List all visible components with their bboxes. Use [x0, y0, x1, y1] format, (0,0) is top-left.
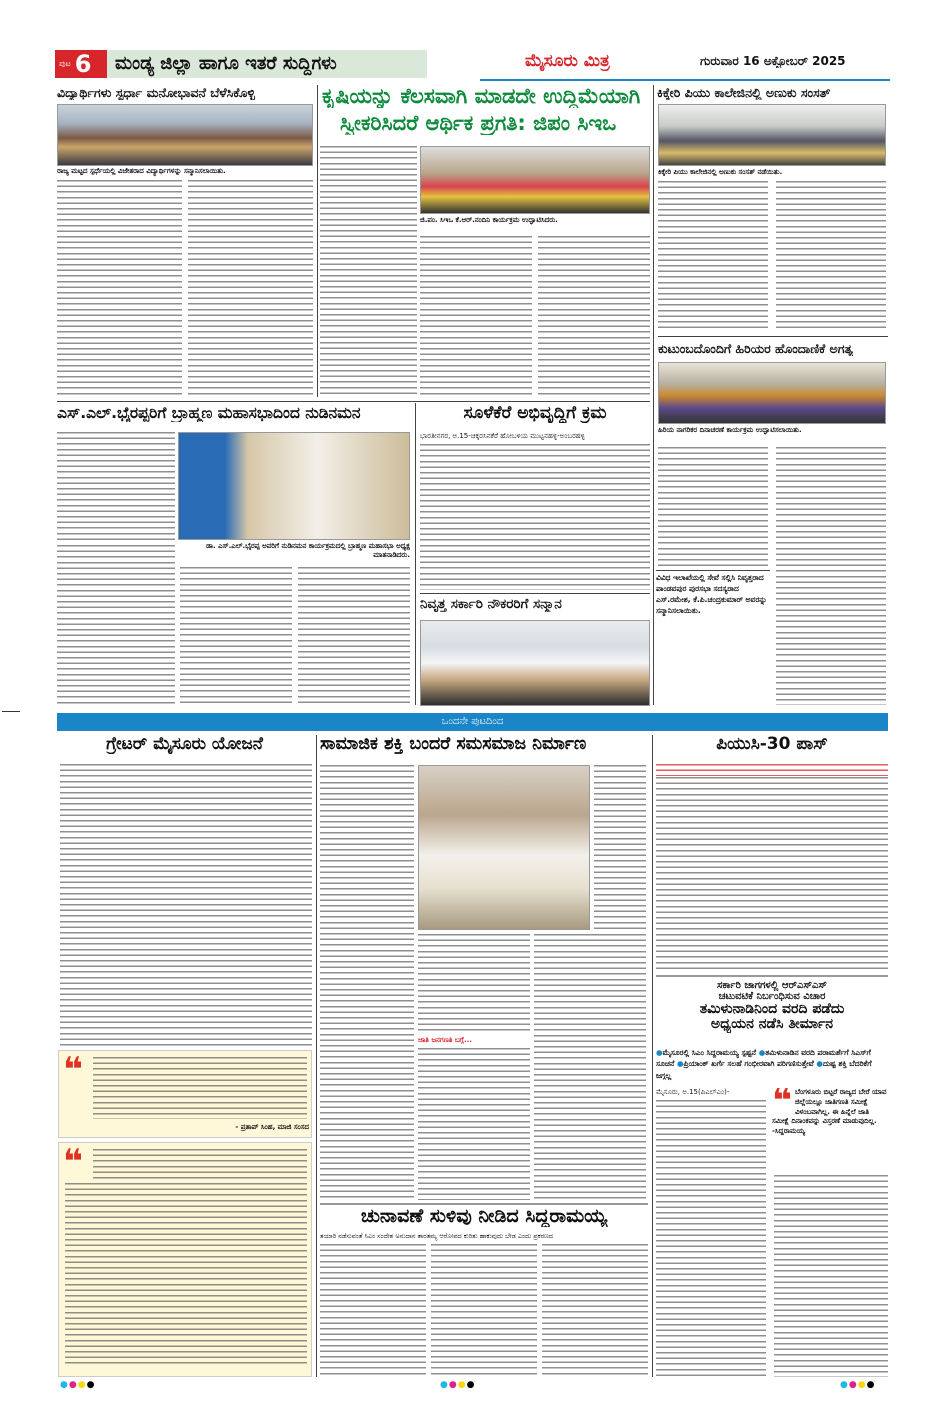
headline-students: ವಿದ್ಯಾರ್ಥಿಗಳು ಸ್ಪರ್ಧಾ ಮನೋಭಾವನೆ ಬೆಳೆಸಿಕೊಳ್ಳಿ — [57, 86, 255, 100]
article-body — [656, 777, 888, 972]
headline-agri-line1: ಕೃಷಿಯನ್ನು ಕೆಲಸವಾಗಿ ಮಾಡದೇ ಉದ್ದಿಮೆಯಾಗಿ — [322, 85, 641, 108]
headline-retired: ನಿವೃತ್ತ ಸರ್ಕಾರಿ ನೌಕರರಿಗೆ ಸನ್ಮಾನ — [420, 597, 562, 612]
article-body — [320, 1244, 426, 1377]
article-body — [542, 1244, 648, 1377]
article-body — [420, 444, 650, 590]
article-body — [658, 447, 768, 567]
article-body — [298, 567, 410, 705]
article-body — [180, 567, 292, 705]
photo-bhyrappa — [178, 432, 410, 540]
page-number-box — [55, 50, 107, 78]
rss-kicker-2: ಚಟುವಟಿಕೆ ನಿರ್ಬಂಧಿಸುವ ವಿಚಾರ — [718, 991, 826, 1002]
article-body — [656, 1100, 766, 1377]
column-divider — [316, 735, 317, 1377]
rss-headline-2: ಅಧ್ಯಯನ ನಡೆಸಿ ತೀರ್ಮಾನ — [710, 1017, 834, 1033]
header-rule — [480, 79, 890, 81]
article-body — [57, 180, 182, 398]
article-body — [776, 447, 886, 705]
subhead-caste-census: ಜಾತಿ ಜನಗಣತಿ ಬಗ್ಗೆ... — [418, 1036, 472, 1044]
caption-bhyrappa: ಡಾ. ಎಸ್.ಎಲ್.ಭೈರಪ್ಪ ಅವರಿಗೆ ನುಡಿನಮನ ಕಾರ್ಯಕ್ರಮದಲ್ಲಿ ಬ್ರಾಹ್ಮಣ ಮಹಾಸಭಾ ಅಧ್ಯಕ್ಷ ಮಾತನಾಡಿದರು. — [206, 542, 410, 559]
column-divider — [653, 85, 654, 705]
photo-cm-event — [418, 765, 590, 930]
bullet-item: ●ಮೈಸೂರಲ್ಲಿ ಸಿಎಂ ಸಿದ್ದರಾಮಯ್ಯ ಸ್ಪಷ್ಟನೆ — [656, 1048, 757, 1057]
article-body — [431, 1244, 537, 1377]
rss-quote — [772, 1088, 888, 1170]
column-divider — [652, 735, 653, 1377]
issue-date: ಗುರುವಾರ 16 ಅಕ್ಟೋಬರ್ 2025 — [700, 55, 846, 68]
caption-students: ರಾಜ್ಯ ಮಟ್ಟದ ಸ್ಪರ್ಧೆಯಲ್ಲಿ ವಿಜೇತರಾದ ವಿದ್ಯಾರ್ಥಿಗಳನ್ನು ಸನ್ಮಾನಿಸಲಾಯಿತು. — [57, 167, 226, 175]
bullet-item: ●ಪ್ರಿಯಾಂಕ್ ಖರ್ಗೆ ಸಲಹೆ ಗಂಭೀರವಾಗಿ ಪರಿಗಣಿಸುತ್ತೇವೆ — [677, 1059, 814, 1069]
bullet-item: ●ದುಷ್ಟ ಶಕ್ತಿ ಬೆದರಿಕೆಗೆ ಜಗ್ಗಲ್ಲ — [656, 1059, 872, 1080]
article-body — [188, 180, 313, 398]
article-body — [594, 765, 646, 930]
photo-students — [57, 104, 313, 166]
photo-agri — [420, 146, 650, 214]
article-body — [658, 181, 768, 331]
divider — [658, 336, 888, 337]
article-body — [320, 765, 414, 1200]
page-number: 6 — [74, 50, 92, 78]
quote-box-2 — [58, 1142, 312, 1377]
article-body — [534, 934, 646, 1200]
headline-agri-line2: ಸ್ವೀಕರಿಸಿದರೆ ಆರ್ಥಿಕ ಪ್ರಗತಿ: ಜಿಪಂ ಸಿಇಒ — [340, 112, 617, 135]
elders-excerpt: ವಿವಿಧ ಇಲಾಖೆಯಲ್ಲಿ ಸೇವೆ ಸಲ್ಲಿಸಿ ನಿವೃತ್ತರಾದ ಪಾಂಡವಪುರ ಪುರಸಭಾ ಸದಸ್ಯರಾದ ಎಸ್.ರಮೇಶ, ಕೆ.ಪಿ.ಚಂದ್ರಕುಮಾರ್ ಅವರನ್ನು ಸನ್ಮಾನಿಸಲಾಯಿತು. — [656, 573, 767, 615]
margin-mark — [2, 711, 20, 712]
headline-social-power: ಸಾಮಾಜಿಕ ಶಕ್ತಿ ಬಂದರೆ ಸಮಸಮಾಜ ನಿರ್ಮಾಣ — [320, 735, 587, 754]
quote-icon: ❝ — [63, 1142, 83, 1182]
article-body — [60, 764, 312, 1049]
divider — [57, 401, 650, 402]
continued-banner — [57, 713, 888, 731]
article-body — [320, 146, 417, 396]
photo-kikkeri — [658, 104, 886, 166]
photo-retired — [420, 620, 650, 706]
headline-greater-mysuru: ಗ್ರೇಟರ್ ಮೈಸೂರು ಯೋಜನೆ — [106, 735, 263, 754]
headline-bhyrappa: ಎಸ್.ಎಲ್.ಭೈರಪ್ಪರಿಗೆ ಬ್ರಾಹ್ಮಣ ಮಹಾಸಭಾದಿಂದ ನುಡಿನಮನ — [57, 405, 361, 422]
section-title: ಮಂಡ್ಯ ಜಿಲ್ಲಾ ಹಾಗೂ ಇತರೆ ಸುದ್ದಿಗಳು — [107, 50, 427, 78]
headline-sulekere: ಸೂಳೆಕೆರೆ ಅಭಿವೃದ್ಧಿಗೆ ಕ್ರಮ — [463, 404, 607, 423]
article-body-intro — [656, 764, 888, 776]
quote-box-1 — [58, 1050, 312, 1138]
caption-elders: ಹಿರಿಯ ನಾಗರಿಕರ ದಿನಾಚರಣೆ ಕಾರ್ಯಕ್ರಮ ಉದ್ಘಾಟಿಸಲಾಯಿತು. — [658, 426, 802, 434]
quote-text — [93, 1149, 307, 1179]
quote-text — [93, 1057, 307, 1119]
dateline-sulekere: ಭಾರತೀನಗರ, ಅ.15-ಚಿಕ್ಕರಸಿನಕೆರೆ ಹೋಬಳಿಯ ಮುಟ್ಟನಹಳ್ಳಿ-ಅಂಬರಹಳ್ಳಿ — [420, 432, 585, 440]
rss-headline-box — [656, 975, 888, 1045]
quote-text — [65, 1183, 307, 1368]
bullet-item: ●ತಮಿಳುನಾಡಿನ ವರದಿ ಪರಾಮರ್ಶೆಗೆ ಸಿಎಸ್‌ಗೆ ಸೂಚನೆ — [656, 1048, 871, 1069]
rss-headline-1: ತಮಿಳುನಾಡಿನಿಂದ ವರದಿ ಪಡೆದು — [699, 1002, 845, 1017]
quote-source: - ಪ್ರತಾಪ್ ಸಿಂಹ, ಮಾಜಿ ಸಂಸದ — [235, 1123, 309, 1131]
headline-election: ಚುನಾವಣೆ ಸುಳಿವು ನೀಡಿದ ಸಿದ್ದರಾಮಯ್ಯ — [360, 1206, 608, 1227]
quote-icon: ❝ — [772, 1088, 792, 1121]
article-body — [420, 236, 532, 396]
rss-dateline: ಮೈಸೂರು, ಅ.15(ಪಿಎಲ್‌ಎಂ)- — [656, 1088, 730, 1096]
rss-bullets — [656, 1047, 888, 1081]
article-body — [774, 1175, 888, 1377]
elders-excerpt-box — [656, 570, 770, 705]
headline-puc: ಪಿಯುಸಿ-30 ಪಾಸ್ — [716, 735, 828, 754]
divider — [420, 593, 650, 594]
rss-quote-text: ಬೆಂಗಳೂರು ಬಿಟ್ಟರೆ ರಾಜ್ಯದ ಬೇರೆ ಯಾವ ಜಿಲ್ಲೆಯಲ್ಲೂ ಜಾತಿಗಣತಿ ಸಮೀಕ್ಷೆ ವಿಳಂಬವಾಗಿಲ್ಲ. ಈ ಹಿನ್ನೆಲೆ ಜಾತಿ ಸಮೀಕ್ಷೆ ದಿನಾಂಕವನ್ನು ವಿಸ್ತರಣೆ ಮಾಡುವುದಿಲ್ಲ. -ಸಿದ್ದರಾಮಯ್ಯ — [772, 1088, 887, 1136]
article-body — [538, 236, 650, 396]
article-body — [418, 1048, 530, 1200]
headline-kikkeri: ಕಿಕ್ಕೇರಿ ಪಿಯು ಕಾಲೇಜಿನಲ್ಲಿ ಅಣುಕು ಸಂಸತ್ — [657, 86, 831, 100]
masthead-logo: ಮೈಸೂರು ಮಿತ್ರ — [525, 52, 610, 71]
column-divider — [317, 85, 318, 397]
continued-banner-label: ಒಂದನೇ ಪುಟದಿಂದ — [441, 716, 504, 727]
article-body — [418, 934, 530, 1034]
registration-marks-center: ●●●● — [440, 1380, 476, 1390]
article-body — [776, 181, 886, 331]
divider — [320, 1203, 648, 1205]
caption-kikkeri: ಕಿಕ್ಕೇರಿ ಪಿಯು ಕಾಲೇಜಿನಲ್ಲಿ ಅಣುಕು ಸಂಸತ್ ನಡೆಯಿತು. — [658, 168, 783, 176]
quote-icon: ❝ — [63, 1050, 83, 1090]
article-body — [57, 432, 175, 540]
column-divider — [415, 403, 416, 705]
registration-marks-left: ●●●● — [60, 1380, 96, 1390]
article-body — [57, 545, 175, 705]
page-label: ಪುಟ — [59, 59, 71, 68]
photo-elders — [658, 362, 886, 424]
registration-marks-right: ●●●● — [840, 1380, 876, 1390]
headline-elders: ಕುಟುಂಬದೊಂದಿಗೆ ಹಿರಿಯರ ಹೊಂದಾಣಿಕೆ ಅಗತ್ಯ — [658, 342, 853, 356]
deck-election: ತಯಾರಿ ನಡೆಸುವಂತೆ ಸಿಎಂ ಸಂದೇಶ ಅನುದಾನ ತಾರತಮ್ಯ ಆರೋಪದ ಕುರಿತು ಹಾಕುವುದು ಬೇಡ ಎಂದು ಪ್ರಕರಣದ — [320, 1232, 553, 1240]
caption-agri: ಜಿ.ಪಂ. ಸಿಇಒ ಕೆ.ಆರ್.ನಂದಿನಿ ಕಾರ್ಯಕ್ರಮ ಉದ್ಘಾಟಿಸಿದರು. — [420, 216, 558, 224]
rss-kicker-1: ಸರ್ಕಾರಿ ಜಾಗಗಳಲ್ಲಿ ಆರ್‌ಎಸ್‌ಎಸ್ — [717, 980, 827, 991]
